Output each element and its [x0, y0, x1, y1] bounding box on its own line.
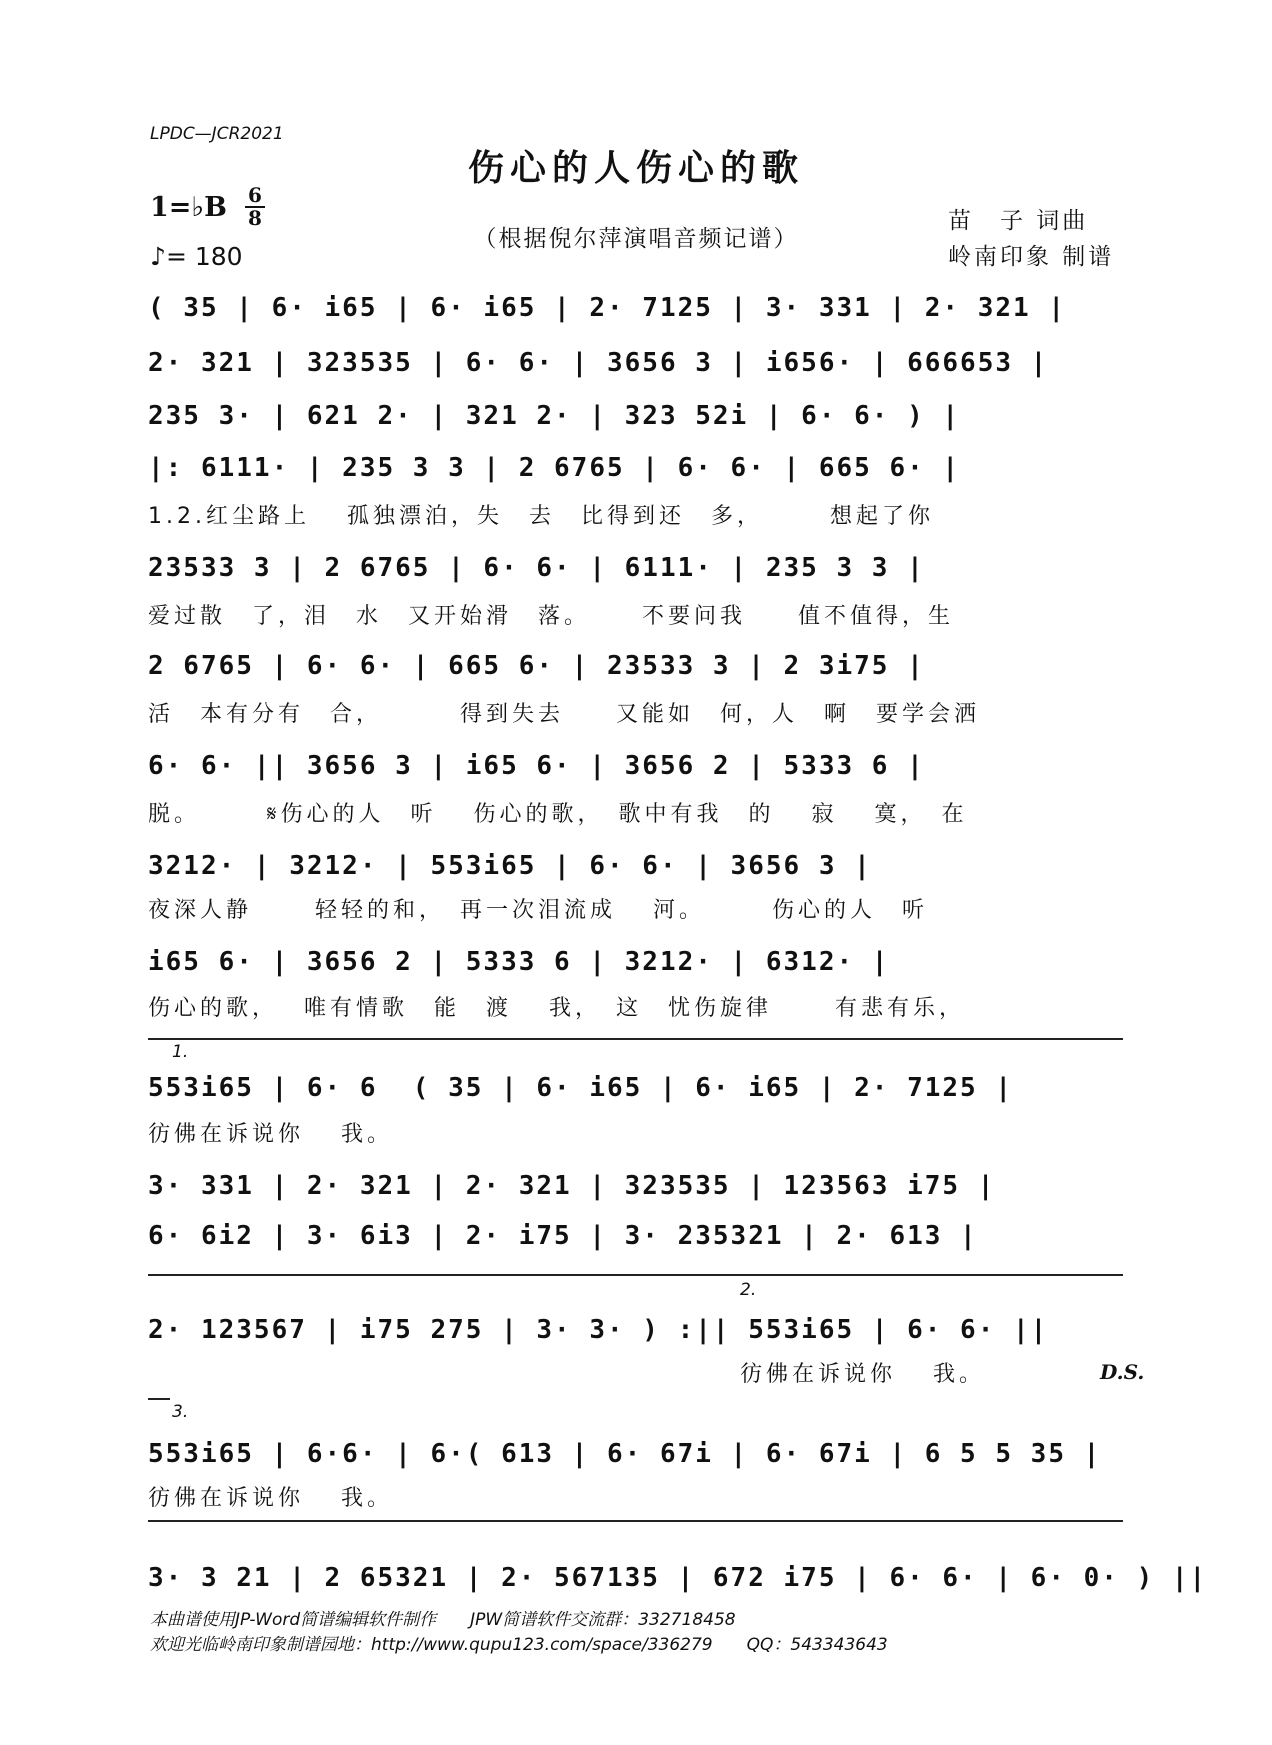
lyric-line-7: 脱。 𝄋伤心的人 听 伤心的歌， 歌中有我 的 寂 寞， 在	[148, 802, 968, 827]
lyric-line-10: 彷佛在诉说你 我。	[148, 1122, 393, 1147]
lyric-line-14: 彷佛在诉说你 我。	[148, 1486, 393, 1511]
key-signature: 1=♭B	[150, 192, 227, 223]
notation-line-8: 3212· | 3212· | 553i65 | 6· 6· | 3656 3 |	[148, 851, 872, 881]
notation-line-13: 2· 123567 | i75 275 | 3· 3· ) :|| 553i65 | 6· 6· ||	[148, 1315, 1049, 1345]
notation-line-12: 6· 6i2 | 3· 6i3 | 2· i75 | 3· 235321 | 2· 613 |	[148, 1221, 978, 1251]
subtitle: （根据倪尔萍演唱音频记谱）	[473, 226, 799, 252]
notation-line-9: i65 6· | 3656 2 | 5333 6 | 3212· | 6312· |	[148, 947, 890, 977]
score-code: LPDC—JCR2021	[150, 124, 284, 144]
lyric-line-6: 活 本有分有 合， 得到失去 又能如 何，人 啊 要学会洒	[148, 702, 980, 727]
volta-label-3: 3.	[172, 1402, 189, 1422]
lyric-line-13: 彷佛在诉说你 我。	[740, 1362, 985, 1387]
footer-software-note: 本曲谱使用JP-Word简谱编辑软件制作 JPW简谱软件交流群：332718458	[150, 1610, 736, 1630]
tempo-mark: ♪= 180	[150, 242, 243, 271]
arranger-credit: 岭南印象 制谱	[948, 244, 1115, 270]
lyric-line-4: 1.2.红尘路上 孤独漂泊，失 去 比得到还 多， 想起了你	[148, 504, 934, 529]
footer-website-note: 欢迎光临岭南印象制谱园地：http://www.qupu123.com/space/336279 QQ：543343643	[150, 1635, 888, 1655]
notation-line-6: 2 6765 | 6· 6· | 665 6· | 23533 3 | 2 3i75 |	[148, 651, 925, 681]
notation-line-1: ( 35 | 6· i65 | 6· i65 | 2· 7125 | 3· 331 | 2· 321 |	[148, 293, 1066, 323]
notation-line-15: 3· 3 21 | 2 65321 | 2· 567135 | 672 i75 | 6· 6· | 6· 0· ) ||	[148, 1563, 1208, 1593]
meter-top: 6	[248, 183, 262, 207]
volta-bracket-2	[148, 1274, 1123, 1276]
volta-label-2: 2.	[740, 1280, 757, 1300]
notation-line-10: 553i65 | 6· 6 ( 35 | 6· i65 | 6· i65 | 2· 7125 |	[148, 1073, 1014, 1103]
notation-line-7: 6· 6· || 3656 3 | i65 6· | 3656 2 | 5333 6 |	[148, 751, 925, 781]
notation-line-3: 235 3· | 621 2· | 321 2· | 323 52i | 6· 6· ) |	[148, 401, 961, 431]
dal-segno-mark: D.S.	[1100, 1360, 1145, 1384]
lyric-line-5: 爱过散 了，泪 水 又开始滑 落。 不要问我 值不值得，生	[148, 604, 954, 629]
lyric-line-8: 夜深人静 轻轻的和， 再一次泪流成 河。 伤心的人 听	[148, 898, 928, 923]
meter-bottom: 8	[248, 206, 262, 230]
lyricist-credit: 苗 子 词曲	[948, 208, 1089, 234]
song-title: 伤心的人伤心的歌	[467, 147, 804, 189]
volta-bracket-3	[148, 1398, 170, 1400]
notation-line-2: 2· 321 | 323535 | 6· 6· | 3656 3 | i656· | 666653 |	[148, 348, 1049, 378]
notation-line-11: 3· 331 | 2· 321 | 2· 321 | 323535 | 123563 i75 |	[148, 1171, 996, 1201]
lyric-line-9: 伤心的歌， 唯有情歌 能 渡 我， 这 忧伤旋律 有悲有乐，	[148, 996, 965, 1021]
notation-line-14: 553i65 | 6·6· | 6·( 613 | 6· 67i | 6· 67i | 6 5 5 35 |	[148, 1439, 1102, 1469]
coda-bracket	[148, 1520, 1123, 1522]
notation-line-5: 23533 3 | 2 6765 | 6· 6· | 6111· | 235 3 3 |	[148, 553, 925, 583]
notation-line-4: |: 6111· | 235 3 3 | 2 6765 | 6· 6· | 665 6· |	[148, 453, 961, 483]
volta-label-1: 1.	[172, 1042, 189, 1062]
volta-bracket-1	[148, 1038, 1123, 1040]
